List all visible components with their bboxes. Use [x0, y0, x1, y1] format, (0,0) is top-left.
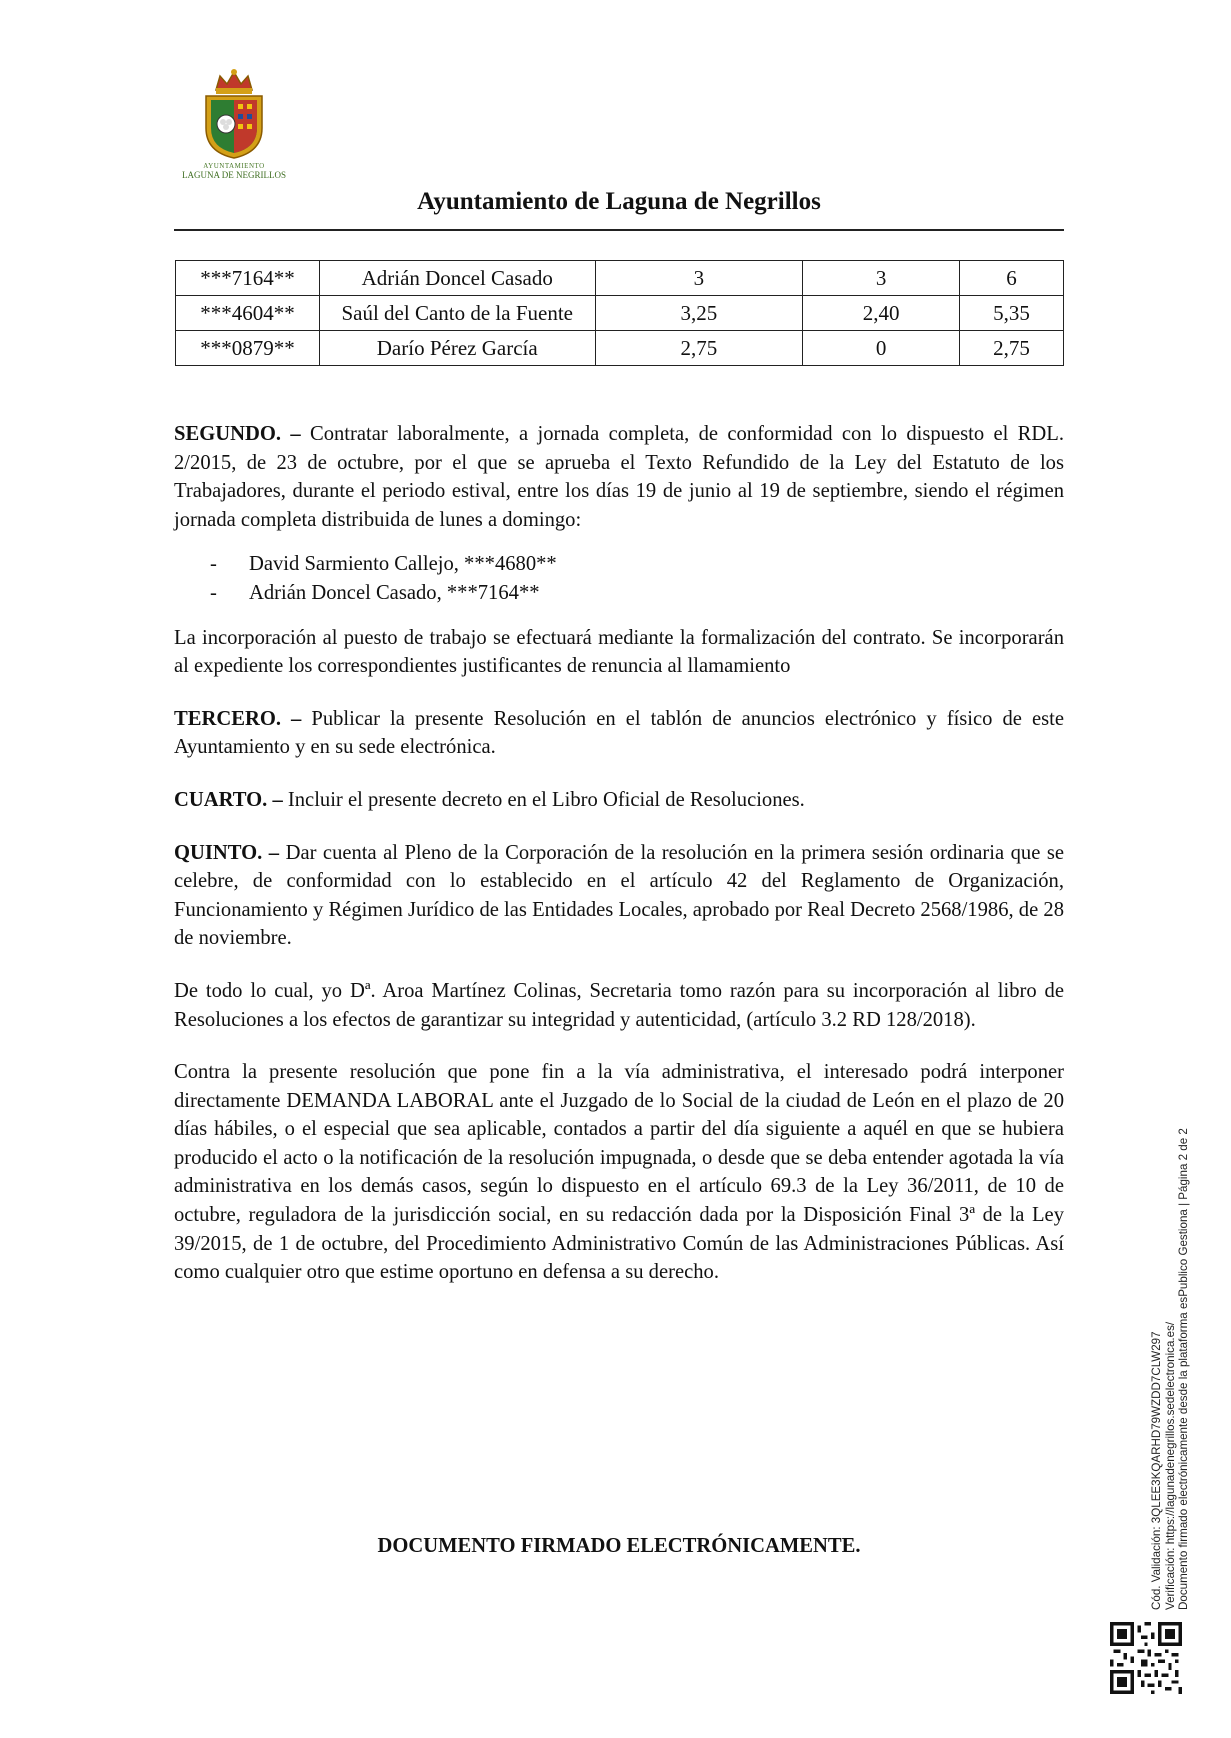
verification-url: Verificación: https://lagunadenegrillos.sedelectronica.es/: [1163, 1321, 1177, 1610]
table-cell-name: Adrián Doncel Casado: [319, 261, 595, 296]
signature-notice: DOCUMENTO FIRMADO ELECTRÓNICAMENTE.: [377, 1535, 861, 1557]
coat-of-arms-icon: [196, 68, 272, 160]
paragraph-text: Incluir el presente decreto en el Libro Oficial de Resoluciones.: [282, 788, 805, 811]
list-item: [174, 579, 1064, 608]
paragraph-quinto: [174, 839, 1064, 953]
paragraph-recurso: Contra la presente resolución que pone fin a la vía administrativa, el interesado podrá interponer directamente DEMANDA LABORAL ante el Juzgado de lo Social de la ciudad de León en el plazo de 20 días hábiles, o el especial que sea aplicable, contados a partir del día siguiente a aquél en que se hubiera producido el acto o la notificación de la resolución impugnada, o desde que se deba entender agotada la vía administrativa en los demás casos, según lo dispuesto en el artículo 69.3 de la Ley 36/2011, de 10 de octubre, reguladora de la jurisdicción social, en su redacción dada por la Disposición Final 3ª de la Ley 39/2015, de 1 de octubre, del Procedimiento Administrativo Común de las Administraciones Públicas. Así como cualquier otro que estime oportuno en defensa a su derecho.: [174, 1061, 1064, 1284]
table-cell-score-2: 3: [803, 261, 960, 296]
section-heading: SEGUNDO. –: [174, 423, 301, 445]
list-item-text: Adrián Doncel Casado, ***7164**: [249, 581, 540, 604]
paragraph-incorporacion: La incorporación al puesto de trabajo se efectuará mediante la formalización del contrato. Se incorporarán al expediente los correspondientes justificantes de renuncia al llamamiento: [174, 626, 1064, 678]
page-title: Ayuntamiento de Laguna de Negrillos: [417, 188, 821, 215]
table-cell-score-2: 2,40: [803, 296, 960, 331]
table-cell-id: ***7164**: [176, 261, 320, 296]
table-cell-score-1: 3,25: [595, 296, 803, 331]
section-heading: QUINTO. –: [174, 841, 280, 864]
list-marker: -: [210, 553, 217, 576]
paragraph-cuarto: [174, 786, 1064, 815]
signature-platform-note: Documento firmado electrónicamente desde la plataforma esPublico Gestiona | Página 2 de 2: [1177, 1128, 1190, 1610]
section-heading: CUARTO. –: [174, 788, 283, 811]
logo-caption-top: AYUNTAMIENTO: [203, 162, 265, 170]
list-item: [174, 550, 1064, 579]
validation-code: Cód. Validación: 3QLEE3KQARHD79WZDD7CLW297: [1150, 1331, 1163, 1610]
table-cell-name: Saúl del Canto de la Fuente: [319, 296, 595, 331]
scores-table: [175, 260, 1064, 366]
hired-list: [174, 550, 1064, 607]
section-heading: TERCERO. –: [174, 707, 302, 730]
paragraph-text: Publicar la presente Resolución en el tablón de anuncios electrónico y físico de este Ayuntamiento y en su sede electrónica.: [174, 707, 1064, 759]
table-cell-id: ***4604**: [176, 296, 320, 331]
table-cell-score-2: 0: [803, 331, 960, 366]
table-cell-total: 2,75: [960, 331, 1064, 366]
table-cell-id: ***0879**: [176, 331, 320, 366]
qr-code-icon[interactable]: [1110, 1622, 1182, 1694]
list-item-text: David Sarmiento Callejo, ***4680**: [249, 553, 557, 576]
logo-caption-bottom: LAGUNA DE NEGRILLOS: [182, 170, 286, 180]
header-divider: [174, 229, 1064, 231]
table-cell-total: 6: [960, 261, 1064, 296]
table-cell-score-1: 2,75: [595, 331, 803, 366]
document-body: [174, 420, 1064, 1287]
table-row: [176, 331, 1064, 366]
table-row: [176, 261, 1064, 296]
table-cell-total: 5,35: [960, 296, 1064, 331]
paragraph-tercero: [174, 705, 1064, 762]
paragraph-segundo: [174, 420, 1064, 534]
paragraph-text: Dar cuenta al Pleno de la Corporación de la resolución en la primera sesión ordinaria que se celebre, de conformidad con lo establecido en el artículo 42 del Reglamento de Organización, Funcionamiento y Régimen Jurídico de las Entidades Locales, aprobado por Real Decreto 2568/1986, de 28 de noviembre.: [174, 841, 1064, 950]
paragraph-text: Contratar laboralmente, a jornada completa, de conformidad con lo dispuesto el RDL. 2/2015, de 23 de octubre, por el que se aprueba el Texto Refundido de la Ley del Estatuto de los Trabajadores, durante el periodo estival, entre los días 19 de junio al 19 de septiembre, siendo el régimen jornada completa distribuida de lunes a domingo:: [174, 423, 1064, 531]
table-row: [176, 296, 1064, 331]
table-cell-score-1: 3: [595, 261, 803, 296]
paragraph-secretaria: De todo lo cual, yo Dª. Aroa Martínez Colinas, Secretaria tomo razón para su incorporación al libro de Resoluciones a los efectos de garantizar su integridad y autenticidad, (artículo 3.2 RD 128/2018).: [174, 979, 1064, 1031]
list-marker: -: [210, 581, 217, 604]
table-cell-name: Darío Pérez García: [319, 331, 595, 366]
municipal-logo: [172, 68, 296, 186]
validation-stamp: [1150, 1010, 1210, 1610]
